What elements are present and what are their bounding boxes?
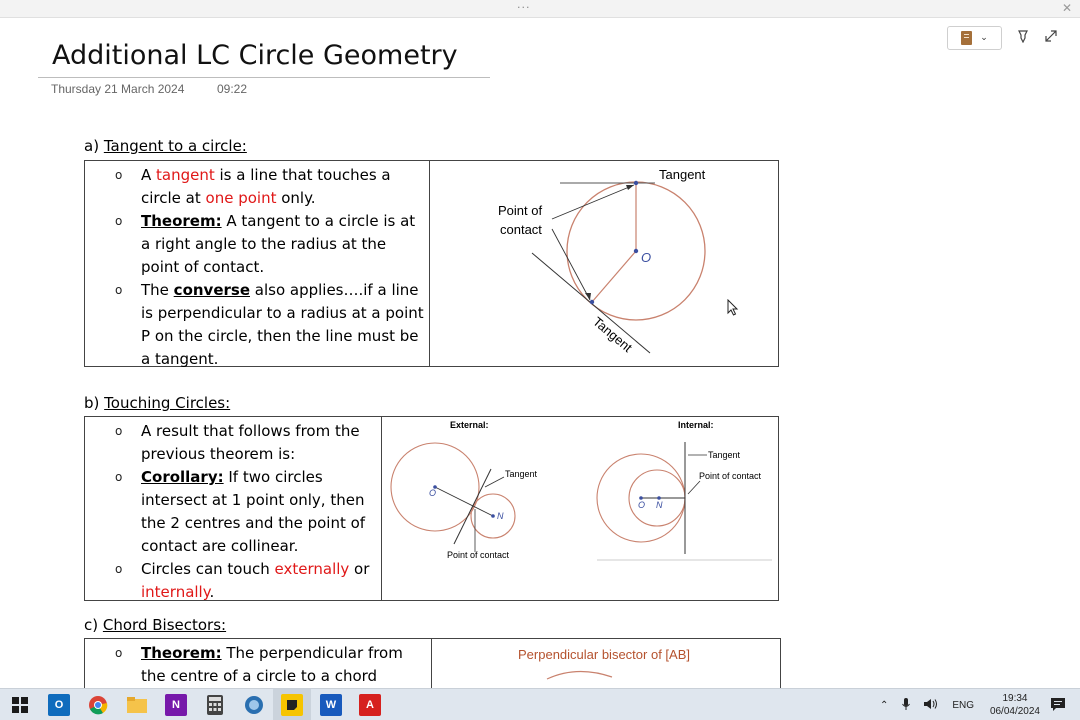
touching-circles-figure[interactable]	[382, 417, 778, 600]
internal-label: Internal:	[678, 420, 714, 430]
section-a-heading	[84, 137, 247, 155]
taskbar	[0, 688, 1080, 720]
section-a-table	[84, 160, 779, 367]
theorem-label: Theorem:	[141, 644, 222, 662]
acrobat-icon[interactable]: A	[359, 694, 381, 716]
theorem-label: Theorem:	[141, 212, 222, 230]
page-tools	[947, 26, 1058, 50]
tangent-figure[interactable]	[430, 161, 778, 366]
int-o-label: O	[638, 500, 646, 510]
list-item: o Circles can touch externally or internally.	[115, 558, 377, 604]
list-item: o Theorem: The perpendicular from the centre of a circle to a chord	[115, 642, 427, 688]
speaker-icon[interactable]	[924, 698, 938, 713]
page-time: 09:22	[217, 82, 248, 96]
language-indicator[interactable]: ENG	[952, 699, 975, 711]
close-icon[interactable]: ✕	[1061, 1, 1072, 15]
app-icon[interactable]	[243, 694, 265, 716]
sticky-notes-icon[interactable]	[281, 694, 303, 716]
ext-n-label: N	[497, 511, 504, 521]
ext-o-label: O	[429, 488, 437, 498]
tangent-bottom-label: Tangent	[590, 313, 636, 356]
expand-icon[interactable]	[1044, 29, 1058, 47]
converse-label: converse	[173, 281, 250, 299]
file-explorer-icon[interactable]	[126, 694, 148, 716]
section-c-prefix: c)	[84, 616, 99, 634]
pin-icon[interactable]	[1016, 29, 1030, 47]
internally-term: internally	[141, 583, 210, 601]
page-title[interactable]: Additional LC Circle Geometry	[52, 40, 458, 71]
section-c-text-cell[interactable]	[85, 639, 432, 688]
section-c-heading	[84, 616, 226, 634]
bisector-label: Perpendicular bisector of [AB]	[518, 647, 690, 662]
windows-icon[interactable]	[9, 694, 31, 716]
chord-bisector-figure[interactable]	[432, 639, 780, 688]
point-of-label: Point of	[498, 203, 543, 218]
note-page	[0, 18, 1080, 688]
notebook-button[interactable]	[947, 26, 1002, 50]
section-b-heading	[84, 394, 230, 412]
outlook-icon[interactable]: O	[48, 694, 70, 716]
section-c-table	[84, 638, 781, 688]
section-b-text-cell[interactable]	[85, 417, 382, 600]
section-b-title: Touching Circles:	[104, 394, 231, 412]
page-date: Thursday 21 March 2024	[51, 82, 185, 96]
window-title-bar	[0, 0, 1080, 18]
title-divider	[38, 77, 490, 78]
section-a-text-cell[interactable]	[85, 161, 430, 366]
onenote-icon[interactable]: N	[165, 694, 187, 716]
list-item: o A result that follows from the previous theorem is:	[115, 420, 377, 466]
external-label: External:	[450, 420, 489, 430]
tangent-top-label: Tangent	[659, 167, 706, 182]
int-tangent-label: Tangent	[708, 450, 741, 460]
centre-o-label: O	[641, 250, 652, 265]
system-tray	[880, 689, 974, 720]
system-clock[interactable]	[990, 692, 1040, 718]
section-c-title: Chord Bisectors:	[102, 616, 227, 634]
more-dots-icon[interactable]: ···	[517, 1, 531, 14]
notebook-icon	[961, 31, 972, 45]
list-item: o The converse also applies….if a line is perpendicular to a radius at a point P on the circle, then the line must be a tangent.	[115, 279, 427, 371]
one-point-term: one point	[205, 189, 277, 207]
mouse-cursor-icon	[727, 299, 739, 316]
list-item: o Corollary: If two circles intersect at 1 point only, then the 2 centres and the point of contact are collinear.	[115, 466, 377, 558]
int-n-label: N	[656, 500, 663, 510]
externally-term: externally	[274, 560, 350, 578]
chrome-icon[interactable]	[87, 694, 109, 716]
contact-label: contact	[500, 222, 542, 237]
tangent-term: tangent	[156, 166, 215, 184]
int-contact-label: Point of contact	[699, 471, 762, 481]
chevron-up-icon[interactable]: ⌃	[880, 699, 889, 711]
microphone-icon[interactable]	[902, 698, 910, 713]
section-b-prefix: b)	[84, 394, 100, 412]
section-b-table	[84, 416, 779, 601]
calculator-icon[interactable]	[204, 694, 226, 716]
ext-contact-label: Point of contact	[447, 550, 510, 560]
clock-date: 06/04/2024	[989, 706, 1040, 717]
list-item: o Theorem: A tangent to a circle is at a right angle to the radius at the point of contact.	[115, 210, 427, 279]
notifications-icon[interactable]	[1050, 697, 1066, 716]
section-a-prefix: a)	[84, 137, 100, 155]
section-a-title: Tangent to a circle:	[103, 137, 247, 155]
ext-tangent-label: Tangent	[505, 469, 538, 479]
word-icon[interactable]: W	[320, 694, 342, 716]
corollary-label: Corollary:	[141, 468, 224, 486]
list-item: o A tangent is a line that touches a circle at one point only.	[115, 164, 427, 210]
clock-time: 19:34	[1002, 693, 1028, 704]
chevron-down-icon: ⌄	[980, 33, 988, 43]
